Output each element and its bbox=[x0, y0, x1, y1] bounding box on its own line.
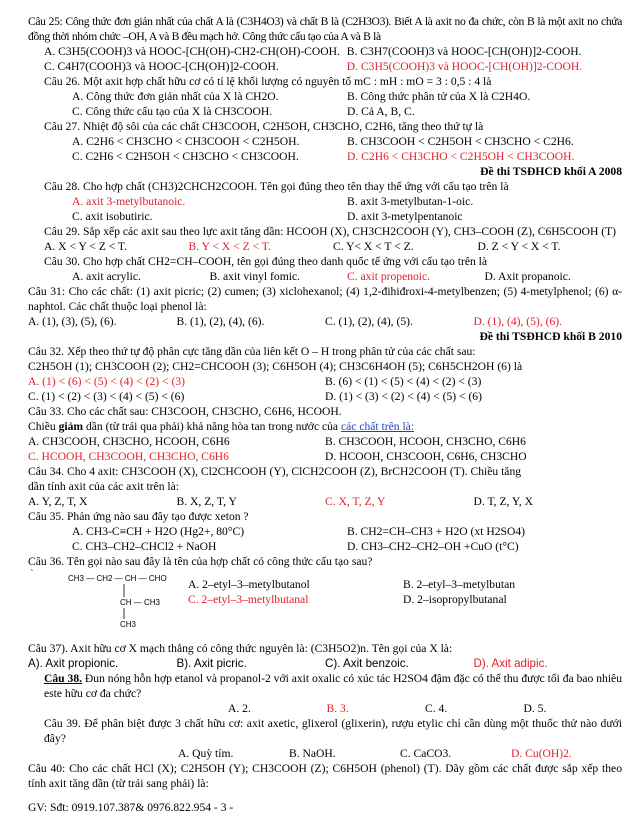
q31-option-a: A. (1), (3), (5), (6). bbox=[28, 315, 117, 328]
q32-option-b: B. (6) < (1) < (5) < (4) < (2) < (3) bbox=[325, 375, 482, 388]
question-39 bbox=[28, 716, 622, 761]
q27-option-d: D. C2H6 < CH3CHO < C2H5OH < CH3COOH. bbox=[347, 150, 575, 163]
q33-option-b: B. CH3COOH, HCOOH, CH3CHO, C6H6 bbox=[325, 435, 526, 448]
question-28 bbox=[28, 179, 622, 224]
q25-option-a: A. C3H5(COOH)3 và HOOC-[CH(OH)-CH2-CH(OH)-COOH. bbox=[44, 45, 340, 58]
q34-option-d: D. T, Z, Y, X bbox=[473, 495, 533, 508]
q26-option-c: C. Công thức cấu tạo của X là CH3COOH. bbox=[72, 105, 273, 118]
q32-option-a: A. (1) < (6) < (5) < (4) < (2) < (3) bbox=[28, 375, 185, 388]
q28-option-a: A. axit 3-metylbutanoic. bbox=[72, 195, 186, 208]
q38-option-c: C. 4. bbox=[425, 702, 448, 715]
question-34-stem: Câu 34. Cho 4 axit: CH3COOH (X), Cl2CHCOOH (Y), ClCH2COOH (Z), BrCH2COOH (T). Chiều tăng bbox=[28, 465, 522, 478]
question-31 bbox=[28, 284, 622, 344]
q35-option-d: D. CH3–CH2–CH2–OH +CuO (t°C) bbox=[347, 540, 519, 553]
q38-option-b: B. 3. bbox=[326, 702, 349, 715]
question-30-stem: Câu 30. Cho hợp chất CH2=CH–COOH, tên gọi đúng theo danh quốc tế ứng với cấu tạo trên là bbox=[44, 255, 488, 268]
q36-options bbox=[188, 577, 618, 607]
question-37-stem: Câu 37). Axit hữu cơ X mạch thẳng có công thức nguyên là: (C3H5O2)n. Tên gọi của X là: bbox=[28, 642, 453, 655]
question-40 bbox=[28, 761, 622, 791]
question-25 bbox=[28, 14, 622, 74]
q30-option-b: B. axit vinyl fomic. bbox=[209, 270, 300, 283]
q36-option-a: A. 2–etyl–3–metylbutanol bbox=[188, 578, 310, 591]
q28-option-b: B. axit 3-metylbutan-1-oic. bbox=[347, 195, 474, 208]
q36-marker: ` bbox=[30, 568, 34, 580]
question-35 bbox=[28, 509, 622, 554]
formula-branch2: CH3 bbox=[120, 620, 137, 629]
q31-option-d: D. (1), (4), (5), (6). bbox=[473, 315, 563, 328]
q31-option-b: B. (1), (2), (4), (6). bbox=[176, 315, 265, 328]
q34-option-a: A. Y, Z, T, X bbox=[28, 495, 88, 508]
q37-option-b: B). Axit picric. bbox=[176, 657, 247, 670]
q33-option-a: A. CH3COOH, CH3CHO, HCOOH, C6H6 bbox=[28, 435, 230, 448]
question-31-stem: Câu 31: Cho các chất: (1) axit picric; (2) cumen; (3) xiclohexanol; (4) 1,2-đihiđroxi-4-metylbenzen; (5) 4-metylphenol; (6) α-naphtol. Các chất thuộc loại phenol là: bbox=[28, 285, 622, 313]
question-32 bbox=[28, 344, 622, 404]
q30-option-d: D. Axit propanoic. bbox=[484, 270, 571, 283]
q30-option-c: C. axit propenoic. bbox=[347, 270, 431, 283]
q39-option-b: B. NaOH. bbox=[289, 747, 336, 760]
question-33 bbox=[28, 404, 622, 464]
q29-option-a: A. X < Y < Z < T. bbox=[44, 240, 128, 253]
formula-branch1: CH — CH3 bbox=[120, 598, 161, 607]
question-38 bbox=[28, 671, 622, 716]
q25-option-d: D. C3H5(COOH)3 và HOOC-[CH(OH)]2-COOH. bbox=[346, 60, 583, 73]
q38-option-a: A. 2. bbox=[228, 702, 251, 715]
question-35-stem: Câu 35. Phản ứng nào sau đây tạo được xeton ? bbox=[28, 510, 249, 523]
question-28-stem: Câu 28. Cho hợp chất (CH3)2CHCH2COOH. Tên gọi đúng theo tên thay thế ứng với cấu tạo trên là bbox=[44, 180, 509, 193]
q26-option-b: B. Công thức phân tử của X là C2H4O. bbox=[347, 90, 531, 103]
q26-option-d: D. Cả A, B, C. bbox=[347, 105, 415, 118]
question-26-stem: Câu 26. Một axit hợp chất hữu cơ có tỉ lệ khối lượng có nguyên tố mC : mH : mO = 3 : 0,5 : 4 là bbox=[44, 75, 492, 88]
question-36 bbox=[28, 554, 622, 637]
q27-source: Đề thi TSĐHCĐ khối A 2008 bbox=[480, 165, 622, 178]
q36-option-d: D. 2–isopropylbutanal bbox=[403, 593, 507, 606]
q28-option-d: D. axit 3-metylpentanoic bbox=[347, 210, 463, 223]
question-32-stem: Câu 32. Xếp theo thứ tự độ phân cực tăng dần của liên kết O – H trong phân tử của các chất sau: bbox=[28, 345, 476, 358]
q32-option-d: D. (1) < (3) < (2) < (4) < (5) < (6) bbox=[325, 390, 482, 403]
q38-label: Câu 38. bbox=[44, 672, 83, 685]
q33-option-d: D. HCOOH, CH3COOH, C6H6, CH3CHO bbox=[325, 450, 527, 463]
q34-option-b: B. X, Z, T, Y bbox=[176, 495, 237, 508]
question-33-stem: Câu 33. Cho các chất sau: CH3COOH, CH3CHO, C6H6, HCOOH. bbox=[28, 405, 342, 418]
q35-option-c: C. CH3–CH2–CHCl2 + NaOH bbox=[72, 540, 217, 553]
question-26 bbox=[28, 74, 622, 119]
q36-option-c: C. 2–etyl–3–metylbutanal bbox=[188, 593, 309, 606]
q29-option-c: C. Y< X < T < Z. bbox=[333, 240, 414, 253]
question-34 bbox=[28, 464, 622, 509]
q29-option-d: D. Z < Y < X < T. bbox=[477, 240, 561, 253]
question-37 bbox=[28, 641, 622, 671]
q26-option-a: A. Công thức đơn giản nhất của X là CH2O. bbox=[72, 90, 279, 103]
question-29-stem: Câu 29. Sắp xếp các axit sau theo lực axit tăng dần: HCOOH (X), CH3CH2COOH (Y), CH3–COOH (Z), C6H5COOH (T) bbox=[44, 225, 617, 238]
question-38-stem: Câu 38. Đun nóng hỗn hợp etanol và propanol-2 với axit oxalic có xúc tác H2SO4 đậm đặc có thể thu được tối đa bao nhiêu este hữu cơ đa chức? bbox=[44, 672, 622, 700]
q29-option-b: B. Y < X < Z < T. bbox=[188, 240, 271, 253]
q27-option-c: C. C2H6 < C2H5OH < CH3CHO < CH3COOH. bbox=[72, 150, 299, 163]
q39-option-a: A. Quỳ tím. bbox=[178, 747, 234, 760]
q37-option-a: A). Axit propionic. bbox=[28, 657, 119, 670]
question-30 bbox=[28, 254, 622, 284]
q25-option-c: C. C4H7(COOH)3 và HOOC-[CH(OH)]2-COOH. bbox=[44, 60, 279, 73]
q32-option-c: C. (1) < (2) < (3) < (4) < (5) < (6) bbox=[28, 390, 185, 403]
question-27 bbox=[28, 119, 622, 179]
q25-option-b: B. C3H7(COOH)3 và HOOC-[CH(OH)]2-COOH. bbox=[346, 45, 582, 58]
q27-option-a: A. C2H6 < CH3CHO < CH3COOH < C2H5OH. bbox=[72, 135, 300, 148]
question-39-stem: Câu 39. Để phân biệt được 3 chất hữu cơ: axit axetic, glixerol (glixerin), rượu etylic chỉ cần dùng một thuốc thử nào dưới đây? bbox=[44, 717, 622, 745]
q36-option-b: B. 2–etyl–3–metylbutan bbox=[403, 578, 516, 591]
q35-option-a: A. CH3-C≡CH + H2O (Hg2+, 80°C) bbox=[72, 525, 245, 538]
q27-option-b: B. CH3COOH < C2H5OH < CH3CHO < C2H6. bbox=[347, 135, 574, 148]
q37-option-d: D). Axit adipic. bbox=[473, 657, 548, 670]
q31-option-c: C. (1), (2), (4), (5). bbox=[325, 315, 413, 328]
q30-option-a: A. axit acrylic. bbox=[72, 270, 141, 283]
q38-option-d: D. 5. bbox=[523, 702, 547, 715]
question-40-stem: Câu 40: Cho các chất HCl (X); C2H5OH (Y); CH3COOH (Z); C6H5OH (phenol) (T). Dãy gồm các chất được sắp xếp theo tính axit tăng dần (từ trái sang phải) là: bbox=[28, 762, 622, 790]
q31-source: Đề thi TSĐHCĐ khối B 2010 bbox=[479, 330, 622, 343]
formula-chain: CH3 — CH2 — CH — CHO bbox=[68, 574, 167, 583]
q34-option-c: C. X, T, Z, Y bbox=[325, 495, 386, 508]
question-27-stem: Câu 27. Nhiệt độ sôi của các chất CH3COOH, C2H5OH, CH3CHO, C2H6, tăng theo thứ tự là bbox=[44, 120, 484, 133]
question-36-stem: Câu 36. Tên gọi nào sau đây là tên của hợp chất có công thức cấu tạo sau? bbox=[28, 555, 373, 568]
formula-drawing bbox=[68, 571, 188, 637]
q28-option-c: C. axit isobutiric. bbox=[72, 210, 153, 223]
q33-link[interactable]: các chất trên là: bbox=[340, 420, 415, 433]
page-footer: GV: Sđt: 0919.107.387& 0976.822.954 - 3 - bbox=[28, 801, 234, 814]
question-33-line2: Chiều giảm dần (từ trái qua phải) khả năng hòa tan trong nước của các chất trên là: bbox=[28, 420, 415, 433]
q37-option-c: C). Axit benzoic. bbox=[325, 657, 409, 670]
worksheet-page bbox=[28, 14, 622, 791]
question-25-stem: Câu 25: Công thức đơn giản nhất của chất A là (C3H4O3) và chất B là (C2H3O3). Biết A là axit no đa chức, còn B là một axit no chứa đồng thời nhóm chức –OH, A và B đều mạch hở. Công thức cấu tạo của A và B là bbox=[28, 15, 622, 43]
q39-option-d: D. Cu(OH)2. bbox=[511, 747, 572, 760]
q35-option-b: B. CH2=CH–CH3 + H2O (xt H2SO4) bbox=[347, 525, 525, 538]
question-32-compounds: C2H5OH (1); CH3COOH (2); CH2=CHCOOH (3); C6H5OH (4); CH3C6H4OH (5); C6H5CH2OH (6) là bbox=[28, 360, 523, 373]
question-29 bbox=[28, 224, 622, 254]
structural-formula bbox=[28, 568, 622, 637]
question-34-line2: dần tính axit của các axit trên là: bbox=[28, 480, 179, 493]
q33-option-c: C. HCOOH, CH3COOH, CH3CHO, C6H6 bbox=[28, 450, 229, 463]
q39-option-c: C. CaCO3. bbox=[400, 747, 452, 760]
